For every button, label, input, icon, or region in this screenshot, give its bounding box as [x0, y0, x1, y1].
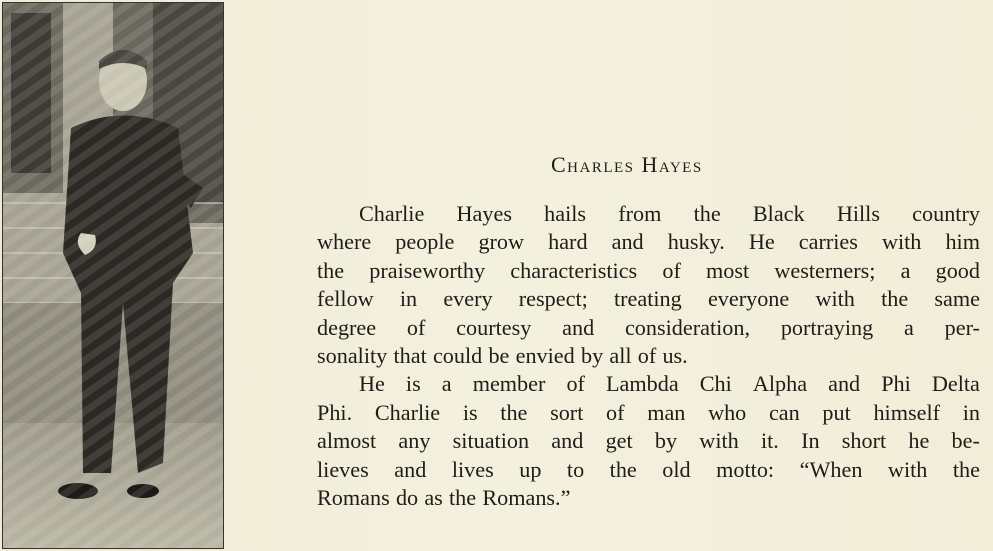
- word: with: [887, 456, 928, 482]
- word: almost: [317, 428, 377, 454]
- word: Lambda: [605, 371, 679, 397]
- bio-line: [317, 314, 980, 342]
- word: from: [618, 201, 662, 226]
- word: with: [881, 229, 922, 255]
- word: Hills: [836, 201, 880, 226]
- word: In: [801, 428, 820, 454]
- word: a: [900, 257, 911, 283]
- bio-line: [317, 456, 980, 484]
- word: hails: [544, 201, 587, 226]
- word: the: [500, 399, 528, 425]
- bio-line: [317, 370, 980, 398]
- biography: [317, 200, 980, 512]
- word: hard: [548, 229, 588, 255]
- word: carries: [798, 229, 858, 255]
- bio-line: [317, 342, 980, 370]
- word: by: [580, 342, 604, 368]
- word: can: [768, 399, 800, 425]
- word: characteristics: [510, 257, 638, 283]
- word: himself: [873, 399, 941, 425]
- word: respect;: [518, 286, 588, 312]
- bio-line: [317, 285, 980, 313]
- word: He: [748, 229, 775, 255]
- portrait-image: [3, 3, 223, 548]
- word: motto:: [716, 456, 775, 482]
- word: most: [706, 257, 750, 283]
- word: short: [841, 428, 887, 454]
- word: sonality: [317, 342, 388, 368]
- word: courtesy: [456, 314, 532, 340]
- word: praiseworthy: [369, 257, 486, 283]
- word: Phi: [881, 371, 911, 397]
- word: of: [662, 257, 681, 283]
- word: people: [395, 229, 455, 255]
- word: do: [395, 484, 419, 510]
- word: could: [432, 342, 483, 368]
- word: up: [519, 456, 542, 482]
- word: with: [815, 286, 855, 312]
- word: all: [609, 342, 632, 368]
- word: put: [822, 399, 851, 425]
- word: and: [551, 428, 584, 454]
- word: husky.: [667, 229, 725, 255]
- word: good: [935, 257, 980, 283]
- word: is: [405, 371, 421, 397]
- word: and: [828, 371, 861, 397]
- bio-line: [317, 257, 980, 285]
- word: is: [462, 399, 478, 425]
- word: the: [693, 201, 721, 226]
- word: of: [606, 399, 625, 425]
- word: “When: [799, 456, 863, 482]
- word: as: [424, 484, 443, 510]
- word: it.: [760, 428, 779, 454]
- word: grow: [478, 229, 525, 255]
- word: He: [359, 371, 385, 397]
- word: be: [488, 342, 510, 368]
- word: situation: [452, 428, 530, 454]
- word: treating: [613, 286, 682, 312]
- word: member: [472, 371, 546, 397]
- word: consideration,: [624, 314, 751, 340]
- word: to: [566, 456, 585, 482]
- portrait-photo: [2, 2, 224, 549]
- word: Alpha: [752, 371, 808, 397]
- word: and: [562, 314, 595, 340]
- word: per-: [944, 314, 980, 340]
- word: fellow: [317, 286, 374, 312]
- word: in: [399, 286, 418, 312]
- word: Phi.: [317, 399, 353, 425]
- bio-line: [317, 427, 980, 455]
- word: be-: [951, 428, 980, 454]
- word: him: [945, 229, 980, 255]
- word: get: [605, 428, 633, 454]
- word: man: [647, 399, 686, 425]
- word: Chi: [699, 371, 732, 397]
- word: sort: [550, 399, 584, 425]
- word: the: [449, 484, 477, 510]
- bio-line: [317, 484, 980, 512]
- word: Black: [752, 201, 805, 226]
- word: in: [962, 399, 980, 425]
- word: country: [912, 201, 980, 226]
- word: who: [708, 399, 747, 425]
- word: lives: [451, 456, 494, 482]
- word: us.: [662, 342, 688, 368]
- bio-line: [317, 399, 980, 427]
- word: the: [952, 456, 980, 482]
- word: he: [908, 428, 930, 454]
- word: degree: [317, 314, 377, 340]
- word: Hayes: [456, 201, 512, 226]
- word: Romans.”: [482, 484, 571, 510]
- word: Delta: [931, 371, 980, 397]
- word: portraying: [780, 314, 874, 340]
- word: by: [654, 428, 678, 454]
- bio-line: [317, 228, 980, 256]
- word: the: [609, 456, 637, 482]
- word: of: [406, 314, 426, 340]
- word: where: [317, 229, 372, 255]
- word: of: [637, 342, 657, 368]
- word: and: [611, 229, 644, 255]
- word: envied: [515, 342, 575, 368]
- word: the: [317, 257, 345, 283]
- word: everyone: [707, 286, 790, 312]
- page-title: Charles Hayes: [551, 152, 703, 177]
- word: a: [904, 314, 914, 340]
- word: old: [662, 456, 691, 482]
- word: any: [398, 428, 431, 454]
- word: of: [566, 371, 585, 397]
- word: lieves: [317, 456, 369, 482]
- word: and: [394, 456, 427, 482]
- word: Charlie: [359, 201, 425, 226]
- bio-line: [317, 200, 980, 228]
- word: with: [699, 428, 739, 454]
- word: westerners;: [774, 257, 876, 283]
- word: the: [881, 286, 909, 312]
- word: every: [443, 286, 493, 312]
- word: Romans: [317, 484, 390, 510]
- word: same: [934, 286, 980, 312]
- word: a: [441, 371, 452, 397]
- word: Charlie: [374, 399, 441, 425]
- word: that: [393, 342, 427, 368]
